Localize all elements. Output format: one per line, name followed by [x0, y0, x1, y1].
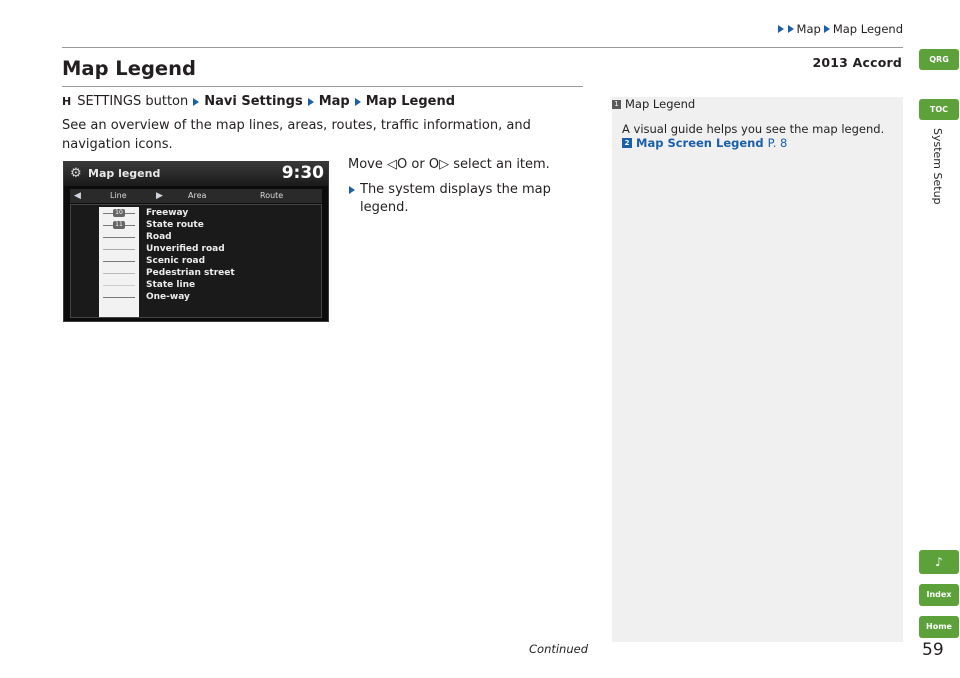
breadcrumb-arrow-icon: [788, 25, 794, 33]
note-cross-reference[interactable]: [622, 136, 787, 150]
tab-route[interactable]: Route: [260, 191, 284, 200]
instruction-result: [348, 181, 578, 217]
home-button[interactable]: Home: [919, 616, 959, 638]
screen-title: Map legend: [88, 167, 161, 180]
map-legend-screen: [63, 161, 329, 322]
qrg-button[interactable]: QRG: [919, 49, 959, 70]
legend-item[interactable]: Unverified road: [146, 244, 225, 254]
legend-item[interactable]: State route: [146, 220, 204, 230]
path-step-navi-settings: Navi Settings: [204, 94, 303, 109]
tab-left-arrow-icon[interactable]: ◀: [74, 191, 81, 201]
map-screen-legend-link[interactable]: Map Screen Legend: [636, 136, 764, 150]
tab-area[interactable]: Area: [188, 191, 207, 200]
breadcrumb-arrow-icon: [824, 25, 830, 33]
legend-swatch-column: [99, 207, 139, 317]
legend-item[interactable]: One-way: [146, 292, 190, 302]
note-number-badge: 1: [612, 100, 621, 109]
one-way-arrow-icon: [103, 297, 135, 298]
note-title: [612, 97, 695, 111]
title-rule: [62, 86, 583, 87]
description: See an overview of the map lines, areas, routes, traffic information, and navigation icons.: [62, 118, 531, 152]
pedestrian-street-line-icon: [103, 273, 135, 274]
section-label: System Setup: [931, 128, 944, 205]
page-number: 59: [922, 640, 944, 660]
breadcrumb: [777, 22, 903, 36]
instruction-step: [348, 157, 550, 172]
knob-left-icon: ◁O: [387, 157, 408, 172]
model-name: 2013 Accord: [812, 55, 902, 70]
side-note-panel: [612, 97, 903, 642]
menu-path: [62, 94, 455, 109]
path-arrow-icon: [355, 98, 361, 106]
step-text-before: Move: [348, 157, 383, 172]
screen-tab-bar: [70, 189, 322, 203]
voice-command-icon[interactable]: ♪: [919, 550, 959, 574]
freeway-shield-icon: 10: [113, 209, 125, 217]
legend-panel: [70, 204, 322, 318]
path-arrow-icon: [193, 98, 199, 106]
legend-item[interactable]: State line: [146, 280, 196, 290]
legend-item[interactable]: Pedestrian street: [146, 268, 235, 278]
legend-item[interactable]: Road: [146, 232, 172, 242]
breadcrumb-map[interactable]: Map: [796, 22, 821, 36]
knob-right-icon: O▷: [428, 157, 450, 172]
path-step-map-legend: Map Legend: [365, 94, 456, 109]
header-rule: [62, 47, 903, 48]
note-title-text: Map Legend: [625, 97, 696, 111]
breadcrumb-arrow-icon: [778, 25, 784, 33]
gear-icon: ⚙: [70, 166, 82, 181]
link-page-ref[interactable]: P. 8: [767, 136, 788, 150]
result-arrow-icon: [349, 186, 355, 194]
result-text: The system displays the map legend.: [360, 182, 551, 215]
step-text-or: or: [411, 157, 425, 172]
path-start: SETTINGS button: [77, 94, 189, 109]
step-text-after: select an item.: [453, 157, 550, 172]
tab-right-arrow-icon[interactable]: ▶: [156, 191, 163, 201]
toc-button[interactable]: TOC: [919, 99, 959, 120]
note-body: A visual guide helps you see the map legend.: [622, 122, 885, 136]
cross-reference-icon: 2: [622, 138, 632, 148]
home-icon: H: [62, 95, 72, 108]
state-line-icon: [103, 285, 135, 286]
tab-line[interactable]: Line: [110, 191, 127, 200]
screen-time: 9:30: [281, 163, 324, 183]
path-step-map: Map: [318, 94, 350, 109]
index-button[interactable]: Index: [919, 584, 959, 606]
road-line-icon: [103, 237, 135, 238]
scenic-road-line-icon: [103, 261, 135, 262]
state-route-shield-icon: 11: [113, 221, 125, 229]
path-arrow-icon: [308, 98, 314, 106]
unverified-road-line-icon: [103, 249, 135, 250]
page-title: Map Legend: [62, 57, 196, 80]
breadcrumb-map-legend[interactable]: Map Legend: [832, 22, 903, 36]
screen-header: [64, 162, 328, 186]
legend-list: [146, 207, 235, 303]
legend-item[interactable]: Freeway: [146, 208, 189, 218]
legend-item[interactable]: Scenic road: [146, 256, 206, 266]
continued-label: Continued: [529, 642, 589, 656]
